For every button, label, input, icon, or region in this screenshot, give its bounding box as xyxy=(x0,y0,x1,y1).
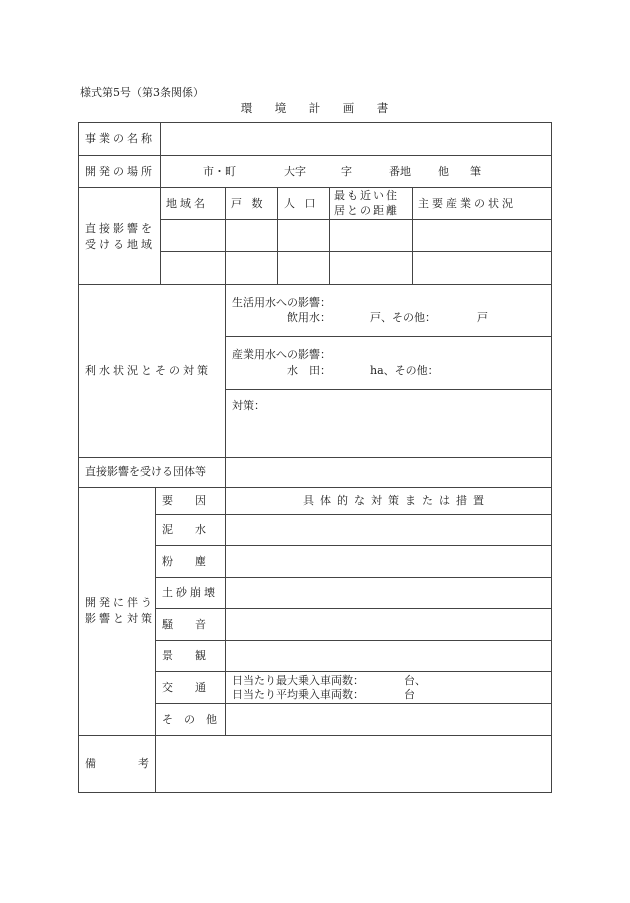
remarks-label-1: 備 xyxy=(85,757,96,770)
impact-label: 開発に伴う xyxy=(85,596,155,609)
title-char: 境 xyxy=(274,101,288,115)
drinking-water-unit2: 戸 xyxy=(477,311,488,324)
place-aza: 字 xyxy=(341,165,352,178)
impact-noise: 騒 音 xyxy=(162,618,206,631)
place-city: 市・町 xyxy=(203,165,236,178)
place-hitsu: 筆 xyxy=(470,165,481,178)
impact-landslide: 土砂崩壊 xyxy=(162,586,218,599)
col-industry: 主要産業の状況 xyxy=(418,197,516,210)
col-population: 人 口 xyxy=(284,197,319,210)
drinking-water-label: 飲用水： xyxy=(287,311,331,324)
drinking-water-unit: 戸、その他： xyxy=(370,311,436,324)
title-char: 環 xyxy=(240,101,254,115)
title-char: 画 xyxy=(342,101,356,115)
industrial-water-label: 産業用水への影響： xyxy=(232,348,331,361)
paddy-unit: ha、その他： xyxy=(370,364,439,377)
domestic-water-label: 生活用水への影響： xyxy=(232,296,331,309)
title-char: 書 xyxy=(376,101,390,115)
col-region: 地域名 xyxy=(166,197,208,210)
water-use-label: 利水状況とその対策 xyxy=(85,364,211,377)
page-title xyxy=(0,100,630,116)
form-number: 様式第5号（第3条関係） xyxy=(80,86,204,99)
paddy-label: 水 田： xyxy=(287,364,331,377)
remarks-label-2: 考 xyxy=(138,757,149,770)
traffic-avg-label: 日当たり平均乗入車両数： xyxy=(232,688,364,701)
business-name-label: 事業の名称 xyxy=(85,132,155,145)
measures-label: 対策： xyxy=(232,399,265,412)
place-oaza: 大字 xyxy=(284,165,306,178)
impact-dust: 粉 塵 xyxy=(162,555,206,568)
col-nearest: 居との距離 xyxy=(334,204,399,217)
impact-header-factor: 要 因 xyxy=(162,494,206,507)
title-char: 計 xyxy=(308,101,322,115)
traffic-avg-unit: 台 xyxy=(404,688,415,701)
development-place-label: 開発の場所 xyxy=(85,165,155,178)
traffic-max-unit: 台、 xyxy=(404,674,426,687)
impact-header-measures: 具体的な対策または措置 xyxy=(303,494,490,507)
col-households: 戸 数 xyxy=(231,197,266,210)
impact-muddy-water: 泥 水 xyxy=(162,523,206,536)
place-other: 他 xyxy=(438,165,449,178)
business-name-field[interactable] xyxy=(172,139,548,140)
affected-area-label: 直接影響を xyxy=(85,222,155,235)
traffic-max-label: 日当たり最大乗入車両数： xyxy=(232,674,364,687)
impact-label: 影響と対策 xyxy=(85,612,155,625)
col-nearest: 最も近い住 xyxy=(334,189,399,202)
place-banchi: 番地 xyxy=(389,165,411,178)
impact-traffic: 交 通 xyxy=(162,681,206,694)
impact-scenery: 景 観 xyxy=(162,649,206,662)
impact-other: そ の 他 xyxy=(162,713,217,726)
affected-area-label: 受ける地域 xyxy=(85,238,155,251)
affected-group-label: 直接影響を受ける団体等 xyxy=(85,465,206,478)
